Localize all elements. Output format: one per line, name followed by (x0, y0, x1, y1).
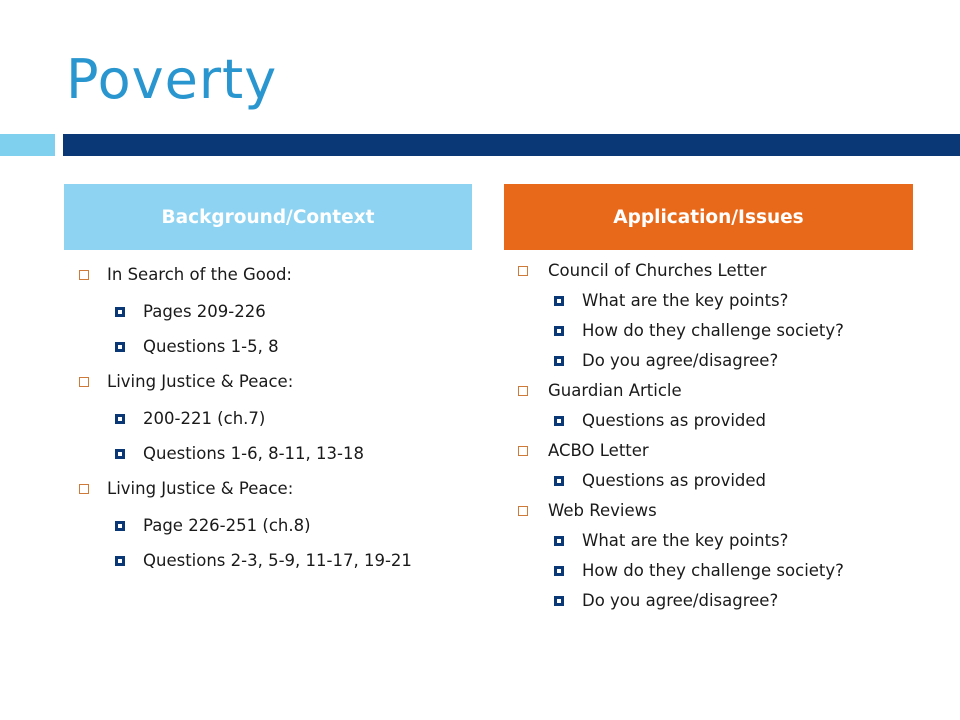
list-item-text: Do you agree/disagree? (582, 351, 779, 370)
list-item (75, 369, 495, 406)
list-item-text: Guardian Article (548, 381, 682, 400)
filled-square-bullet-icon (554, 296, 564, 306)
list-item (75, 548, 495, 583)
list-item-text: Questions 2-3, 5-9, 11-17, 19-21 (143, 551, 412, 570)
filled-square-bullet-icon (115, 342, 125, 352)
list-item-text: How do they challenge society? (582, 561, 844, 580)
list-item-text: Page 226-251 (ch.8) (143, 516, 311, 535)
list-item-text: Web Reviews (548, 501, 657, 520)
list-item (514, 468, 934, 498)
list-item-text: ACBO Letter (548, 441, 649, 460)
list-item (75, 406, 495, 441)
hollow-square-bullet-icon (518, 506, 528, 516)
list-item-text: How do they challenge society? (582, 321, 844, 340)
background-context-list (75, 262, 495, 583)
list-item-text: Questions as provided (582, 411, 767, 430)
hollow-square-bullet-icon (518, 446, 528, 456)
list-item (514, 438, 934, 468)
list-item-text: Living Justice & Peace: (107, 479, 294, 498)
hollow-square-bullet-icon (518, 266, 528, 276)
filled-square-bullet-icon (554, 596, 564, 606)
filled-square-bullet-icon (554, 536, 564, 546)
list-item (514, 588, 934, 618)
list-item-text: In Search of the Good: (107, 265, 292, 284)
application-issues-list (514, 258, 934, 618)
list-item (514, 288, 934, 318)
list-item-text: Questions as provided (582, 471, 767, 490)
slide-title: Poverty (66, 48, 278, 111)
list-item-text: 200-221 (ch.7) (143, 409, 266, 428)
filled-square-bullet-icon (115, 556, 125, 566)
list-item (75, 262, 495, 299)
list-item (514, 258, 934, 288)
list-item-text: Questions 1-5, 8 (143, 337, 279, 356)
application-issues-header: Application/Issues (504, 184, 913, 250)
list-item-text: Council of Churches Letter (548, 261, 767, 280)
filled-square-bullet-icon (115, 307, 125, 317)
list-item (514, 378, 934, 408)
list-item-text: Questions 1-6, 8-11, 13-18 (143, 444, 364, 463)
filled-square-bullet-icon (554, 416, 564, 426)
list-item-text: Living Justice & Peace: (107, 372, 294, 391)
list-item (75, 476, 495, 513)
title-accent-bar-light (0, 134, 55, 156)
list-item-text: Pages 209-226 (143, 302, 266, 321)
list-item (514, 558, 934, 588)
list-item-text: Do you agree/disagree? (582, 591, 779, 610)
hollow-square-bullet-icon (518, 386, 528, 396)
filled-square-bullet-icon (115, 414, 125, 424)
filled-square-bullet-icon (115, 449, 125, 459)
filled-square-bullet-icon (554, 566, 564, 576)
hollow-square-bullet-icon (79, 484, 89, 494)
list-item (75, 334, 495, 369)
list-item-text: What are the key points? (582, 291, 789, 310)
list-item (514, 318, 934, 348)
filled-square-bullet-icon (554, 326, 564, 336)
hollow-square-bullet-icon (79, 270, 89, 280)
list-item (514, 498, 934, 528)
title-accent-bar-dark (63, 134, 960, 156)
list-item-text: What are the key points? (582, 531, 789, 550)
filled-square-bullet-icon (554, 476, 564, 486)
list-item (75, 513, 495, 548)
background-context-header: Background/Context (64, 184, 472, 250)
list-item (75, 299, 495, 334)
list-item (75, 441, 495, 476)
filled-square-bullet-icon (115, 521, 125, 531)
hollow-square-bullet-icon (79, 377, 89, 387)
list-item (514, 348, 934, 378)
list-item (514, 408, 934, 438)
filled-square-bullet-icon (554, 356, 564, 366)
list-item (514, 528, 934, 558)
